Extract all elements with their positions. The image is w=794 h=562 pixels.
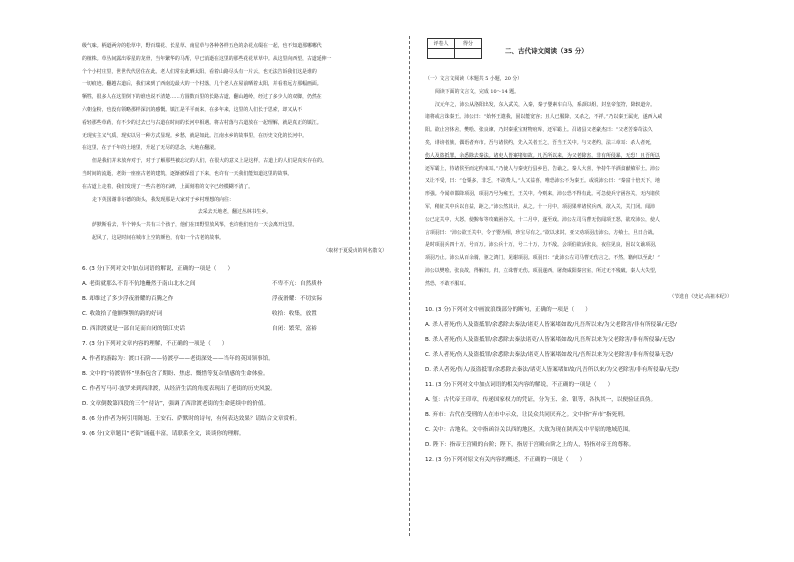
- passage-source: （节选自《史记·高祖本纪》）: [669, 293, 732, 300]
- poem-line: 去采去天地老，翻过丛林书生乡。: [197, 209, 272, 216]
- option-text: B. 却维过了多少浮夜滑耀的百腾之作: [82, 295, 174, 302]
- score-label: 得分: [455, 39, 482, 49]
- passage-line: 在这里，在子千年的土地里，升起了无尽的思念，大地在翻滚。: [82, 145, 219, 152]
- grader-cell[interactable]: [428, 49, 455, 59]
- passage-line: 一切痕迹。翻越古道后，我们来到了西南边最大的一个村落，几个老人在屋前晒着太阳，并看着远方那幅画面。: [82, 81, 322, 88]
- poem-intro: 走下英国谢菲尔德的街头，我发现那是大家对于乡村理想的向往：: [92, 196, 234, 203]
- question-stem: 8. (6 分)作者为何引用陈旭、王安石、萨默时的诗句，有何表达效果？请结合文章赏析。: [82, 415, 301, 422]
- option-row[interactable]: D. 文章倒数第四段的三个“待访”，强调了西津渡老街的生命延续中的价值。: [82, 400, 270, 407]
- column-divider: [409, 36, 410, 536]
- option-row[interactable]: [82, 277, 387, 292]
- score-cell[interactable]: [455, 49, 482, 59]
- option-row[interactable]: [82, 307, 387, 322]
- option-row[interactable]: A. 作者的游踪为：渡口石阶——待渡亭——老街深处——当年的英国领事馆。: [82, 355, 274, 362]
- question-stem: 7. (3 分)下列对文章内容的理解，不正确的一项是（ ）: [82, 340, 228, 347]
- option-row[interactable]: C. 杀人者死/伤人及盗抵罪/余悉除去秦法/诸吏人皆案堵如故凡/吾所以来为父老除害/非有所侵暴无恐/: [425, 352, 674, 359]
- passage-line: 的植株。草丛间露出零星的龙骨，当年繁华的马帮，早已消逝在这里的那些花花草草中。从这里向西望，古道延伸一: [82, 55, 332, 62]
- option-row[interactable]: A. 玺：古代帝王印章，传递国家权力的凭证，分为玉、金、银等，各执其一，以便验证真伪。: [425, 397, 657, 404]
- passage-line: 沛公以樊哙、张良故，得解归。归，立诛曹无伤。项羽遂西，屠烧咸阳秦宫室，所过无不残破。秦人大失望，: [425, 267, 660, 274]
- passage-line: 在古道上走着，我们发现了一些古老的石碑，上面刻着的文字已经模糊不清了。: [82, 183, 254, 190]
- question-stem: 9. (6 分)文章题目“老街”诵蕴丰富，请联系全文，谈谈你的理解。: [82, 430, 245, 437]
- grader-label: 评卷人: [428, 39, 455, 49]
- option-row[interactable]: A. 杀人者死/伤人及盗抵罪/余悉除去秦法/诸吏人皆案堵如故/凡吾所以来/为父老除害/非有所侵暴/无恐/: [425, 322, 677, 329]
- option-row[interactable]: D. 杀人者死/伤人/及盗抵罪/余悉除去秦法/诸吏人皆案堵如故/凡吾所以来/为父老除害/非有所侵暴/无恐/: [425, 367, 680, 374]
- questions-left: [82, 262, 387, 442]
- question-stem: 10. (3 分)下列对文中画波浪线部分的断句，正确的一项是（ ）: [425, 307, 591, 314]
- passage-line: 又让不受，曰：“仓粟多，非乏，不欲费人。”人又益喜，唯恐沛公不为秦王。或说沛公曰：“秦富十倍天下，地: [425, 178, 660, 185]
- left-column: [82, 40, 387, 442]
- option-text: A. 老街就那么不肯不伉地矗然于南山北水之间: [82, 280, 196, 287]
- score-box: [427, 38, 482, 59]
- passage-line: 牺牲，很多人在这里倒下的谁也说不清楚……方圆数百里的长路古道，翻山越岭，经过了多少人的双脚，仍然在: [82, 94, 322, 101]
- passage-part1: [82, 40, 387, 155]
- option-row[interactable]: C. 作者写马可·波罗来到西津渡，从经济生活的角度表现出了老街的历史风貌。: [82, 385, 276, 392]
- passage-line: 诸将或言诛秦王。沛公曰：“始怀王遣我，固以能宽容；且人已服降，又杀之，不祥。”乃以秦王属吏，遂西入咸: [425, 114, 663, 121]
- option-row[interactable]: [82, 292, 387, 307]
- option-gloss: 自闭：繁荣，富裕: [272, 325, 317, 332]
- passage-line: 是时项羽兵四十万，号百万。沛公兵十万，号二十万，力不敌。会项伯欲活张良，夜往见良，因以文谕项羽，: [425, 242, 660, 249]
- passage-line: 汉元年之，沛公从洛阳出发，东入武关，入秦，秦子婴素车白马，系颈以组，封皇帝玺符，降轵道旁。: [435, 101, 656, 108]
- option-row[interactable]: [82, 322, 387, 337]
- passage-source: （取材于夏爱贞的同名散文）: [323, 247, 387, 254]
- passage-line: 矣，诽谤者族，偶语者弃市。吾与诸侯约，先入关者王之，吾当王关中。与父老约，法三章耳：杀人者死，: [425, 139, 655, 146]
- passage-line: 起风了，这是时间在城市上空的颜色，有如一个古老的故事。: [92, 234, 225, 241]
- questions-right: [425, 303, 732, 468]
- option-text: C. 收敛拾了他额颚颚的韵的好词: [82, 310, 163, 317]
- option-row[interactable]: B. 弃市：古代在受刑的人在市中示众，让民众共同厌弃之。文中指“弃市”指死刑。: [425, 412, 629, 419]
- passage-line: 公已定关中，大怒，使黥布等攻破函谷关。十二月中，遂至戏。沛公左司马曹无伤闻项王怒，欲攻沛公，使人: [425, 216, 660, 223]
- question-stem: 11. (3 分)下列对文中加点词语的相关内容的解说，不正确的一项是（ ）: [425, 382, 614, 389]
- instruction: 阅读下面的文言文，完成 10～14 题。: [435, 88, 520, 95]
- option-gloss: 浮夜滑耀：不切实际: [272, 295, 323, 302]
- passage-line: 但是我们并未放弃对于，对于了解那些被忘记的人们，在很大的意义上是这样，古道上的人们是真实存在的。: [92, 158, 327, 165]
- passage-line: 形强。今闻章邯降项羽，项羽乃号为雍王，王关中。今则来，沛公恐不得有此。可急使兵守函谷关，无内诸侯: [425, 191, 660, 198]
- passage-part2: [82, 155, 387, 193]
- passage-line: 个个小村庄里，世世代代居住在此。老人们常在此晒太阳，看着山路尽头有一片云，也无法告诉我们这是谁的: [82, 68, 317, 75]
- passage-line: 看轻那些草药，有不少的过去已与古道在时间的长河中相遇。将古村落与古道放在一起理解，就是真正的镇江。: [82, 119, 322, 126]
- option-row[interactable]: D. 陛下：指帝王宫殿的台阶；陛下，指居于宫殿台阶之上的人，特指对帝王的尊称。: [425, 442, 635, 449]
- passage-line: 军，稍征关中兵以自益，距之。”沛公然其计，从之。十一月中，项羽果率诸侯兵西，欲入关，关门闭。闻沛: [425, 203, 655, 210]
- passage-line-underlined: 伤人及盗抵罪。余悉除去秦法。诸吏人皆案堵如故。凡吾所以来，为父老除害，非有所侵暴，无恐！且吾所以: [425, 152, 660, 159]
- option-text: D. 西津渡就是一部自足而自闭的镇江史话: [82, 325, 185, 332]
- passage-line: 无现实主义气质，现实以另一种方式显现。乡愁，就是如此。江南水乡的故事里，在历史文化的长河中。: [82, 132, 307, 139]
- passage-line: 阳。欲止宫休舍，樊哙、张良谏，乃封秦重宝财物府库，还军霸上。召诸县父老豪杰曰：“父老苦秦苛法久: [425, 127, 653, 134]
- passage-line: 级气味。柄道两旁的松草中，野百瑞花、长星草、南星草与各种各样五色的杂花点缀在一起，也不知道那哪哪代: [82, 43, 322, 49]
- passage-line: 萨默斯看去，半个钟头一共有三个孩子，他们在田野里放风筝，也许他们也有一天会离开这里。: [92, 222, 298, 229]
- passage-line: 言项羽曰：“沛公欲王关中，令子婴为相，珍宝尽有之。”欲以求封。亚父劝项羽击沛公。方飨士，旦日合战。: [425, 229, 658, 236]
- right-column: [425, 73, 732, 468]
- option-gloss: 不卑不亢：自然质朴: [272, 280, 323, 287]
- passage-part3: [82, 219, 387, 245]
- option-row[interactable]: B. 文中的“待渡情怀”里指包含了期盼、焦虑、慨惜等复杂情感的生命体验。: [82, 370, 269, 377]
- classical-passage: [425, 99, 732, 291]
- passage-line: 项羽乃止。沛公从百余骑，驱之鸿门，见谢项羽。项羽曰：“此沛公左司马曹无伤言之。不然，籍何以至此！”: [425, 255, 660, 262]
- passage-line: 然恐，不敢不服耳。: [425, 280, 470, 287]
- option-row[interactable]: C. 关中：古地名。文中指函谷关以西的地区，大致为现在陕西关中平原的地域范围。: [425, 427, 634, 434]
- passage-line: 当时间的流逝，老街一座座古老的建筑，逐渐被保留了下来，也许有一天我们能知道这里的故事。: [82, 170, 293, 177]
- question-stem: 6. (3 分)下列对文中加点词语的解说，正确的一项是（ ）: [82, 265, 234, 272]
- section-title: 二、古代诗文阅读（35 分）: [505, 47, 588, 55]
- question-stem: 12. (3 分)下列对原文有关内容的概述，不正确的一项是（ ）: [425, 457, 586, 464]
- option-row[interactable]: B. 杀人者死/伤人及盗抵罪/余悉除去秦法诸吏/人皆案堵如故/凡吾所以来为父老除害/非有所侵暴/无恐/: [425, 337, 675, 344]
- passage-line: 还军霸上，待诸侯至而定约束耳。”乃使人与秦吏行县乡邑，告谕之。秦人大喜，争持牛羊酒食献飨军士。沛公: [425, 165, 660, 172]
- subsection-title: （一）文言文阅读（本题共 5 小题，20 分）: [425, 76, 523, 82]
- passage-line: 六朝金粉，也没有领略那样深沉的感慨。镇江是平平而来，在多年来，这里的人们长于思索，却又从不: [82, 106, 303, 113]
- option-gloss: 收拾：收集，放置: [272, 310, 317, 317]
